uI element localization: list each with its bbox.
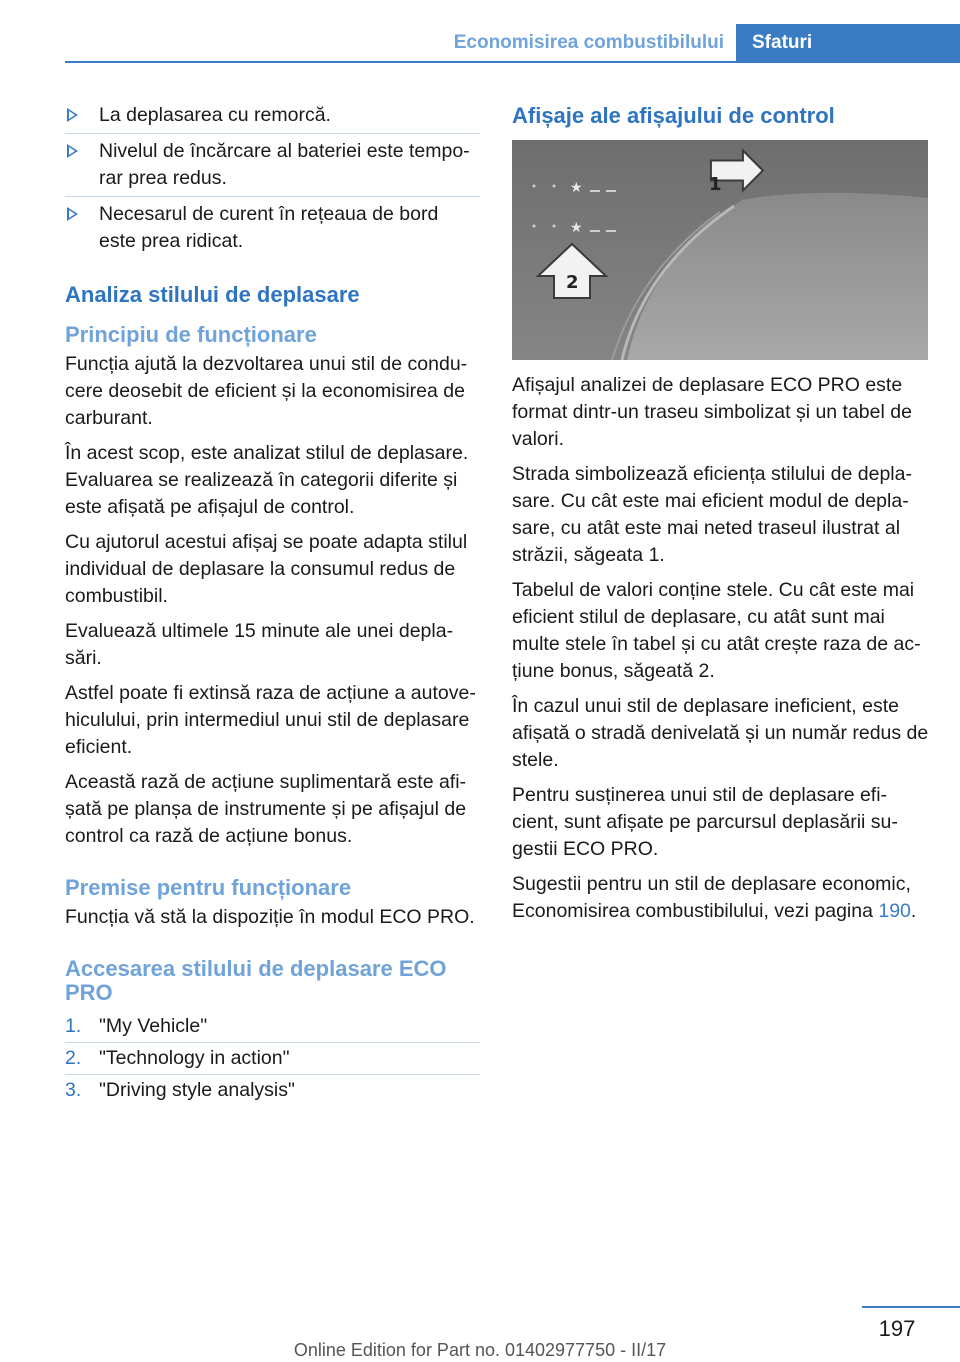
paragraph: Funcția vă stă la dispoziție în modul ECO PRO.	[65, 906, 475, 928]
condition-list	[65, 98, 480, 259]
step-number: 1.	[65, 1015, 82, 1037]
triangle-bullet-icon	[67, 144, 78, 158]
paragraph: Evaluează ultimele 15 minute ale unei depla-sări.	[65, 620, 454, 669]
subsection-heading: Principiu de funcționare	[65, 322, 317, 347]
triangle-bullet-icon	[67, 108, 78, 122]
step-number: 2.	[65, 1047, 82, 1069]
svg-text:★: ★	[570, 180, 583, 196]
svg-text:★: ★	[570, 220, 583, 236]
paragraph	[512, 871, 930, 925]
left-column	[65, 98, 480, 1106]
svg-text:2: 2	[566, 272, 579, 293]
list-item	[65, 1075, 480, 1106]
list-item	[65, 1043, 480, 1075]
paragraph: Afișajul analizei de deplasare ECO PRO este format dintr-un traseu simbolizat și un tabel de valori.	[512, 374, 912, 450]
paragraph-text: .	[910, 900, 917, 922]
paragraph: Astfel poate fi extinsă raza de acțiune a autove-hiculului, prin intermediul unui stil de deplasare eficient.	[65, 682, 476, 758]
subsection-heading: Accesarea stilului de deplasare ECO PRO	[65, 956, 447, 1005]
paragraph: În cazul unui stil de deplasare ineficient, este afișată o stradă denivelată și un număr redus de stele.	[512, 695, 929, 771]
paragraph: În acest scop, este analizat stilul de deplasare. Evaluarea se realizează în categorii diferite și este afișată pe afișajul de control.	[65, 442, 469, 518]
step-number: 3.	[65, 1079, 82, 1101]
page-reference-link[interactable]: 190	[878, 900, 911, 922]
section-heading: Afișaje ale afișajului de control	[512, 103, 835, 128]
page-number: 197	[878, 1316, 916, 1341]
paragraph: Cu ajutorul acestui afișaj se poate adapta stilul individual de deplasare la consumul redus de combustibil.	[65, 531, 468, 607]
paragraph-text: Sugestii pentru un stil de deplasare economic, Economisirea combustibilului, vezi pagina	[512, 873, 911, 922]
subsection-heading: Premise pentru funcționare	[65, 875, 352, 900]
paragraph: Strada simbolizează eficiența stilului de depla-sare. Cu cât este mai eficient modul de depla-sare, cu atât este mai neted traseul ilustrat al străzii, săgeata 1.	[512, 463, 912, 566]
section-heading: Analiza stilului de deplasare	[65, 282, 360, 307]
edition-footer: Online Edition for Part no. 01402977750 - II/17	[293, 1340, 667, 1360]
list-item	[65, 134, 480, 197]
right-column	[512, 98, 930, 933]
paragraph: Pentru susținerea unui stil de deplasare efi-cient, sunt afișate pe parcursul deplasării su-gestii ECO PRO.	[512, 784, 898, 860]
header-rule	[65, 61, 960, 63]
list-item-text: Nivelul de încărcare al bateriei este tempo-rar prea redus.	[99, 140, 470, 189]
paragraph: Funcția ajută la dezvoltarea unui stil de condu-cere deosebit de eficient și la economisirea de carburant.	[65, 353, 468, 429]
eco-pro-display-figure	[512, 140, 928, 360]
driving-style-illustration	[512, 140, 928, 360]
step-label: "Technology in action"	[99, 1047, 290, 1069]
step-label: "My Vehicle"	[99, 1015, 208, 1037]
paragraph: Această rază de acțiune suplimentară este afi-șată pe planșa de instrumente și pe afișajul de control ca rază de acțiune bonus.	[65, 771, 467, 847]
list-item	[65, 98, 480, 134]
svg-text:1: 1	[709, 174, 722, 195]
header-section-title: Economisirea combustibilului	[453, 32, 724, 53]
footer-rule	[862, 1306, 960, 1308]
triangle-bullet-icon	[67, 207, 78, 221]
paragraph: Tabelul de valori conține stele. Cu cât este mai eficient stilul de deplasare, cu atât sunt mai multe stele în tabel și cu atât crește raza de ac-țiune bonus, săgeată 2.	[512, 579, 921, 682]
list-item-text: La deplasarea cu remorcă.	[99, 104, 331, 126]
step-list	[65, 1011, 480, 1106]
step-label: "Driving style analysis"	[99, 1079, 295, 1101]
header-chapter-tab: Sfaturi	[736, 24, 960, 62]
list-item	[65, 1011, 480, 1043]
list-item-text: Necesarul de curent în rețeaua de bord este prea ridicat.	[99, 203, 439, 252]
list-item	[65, 197, 480, 259]
